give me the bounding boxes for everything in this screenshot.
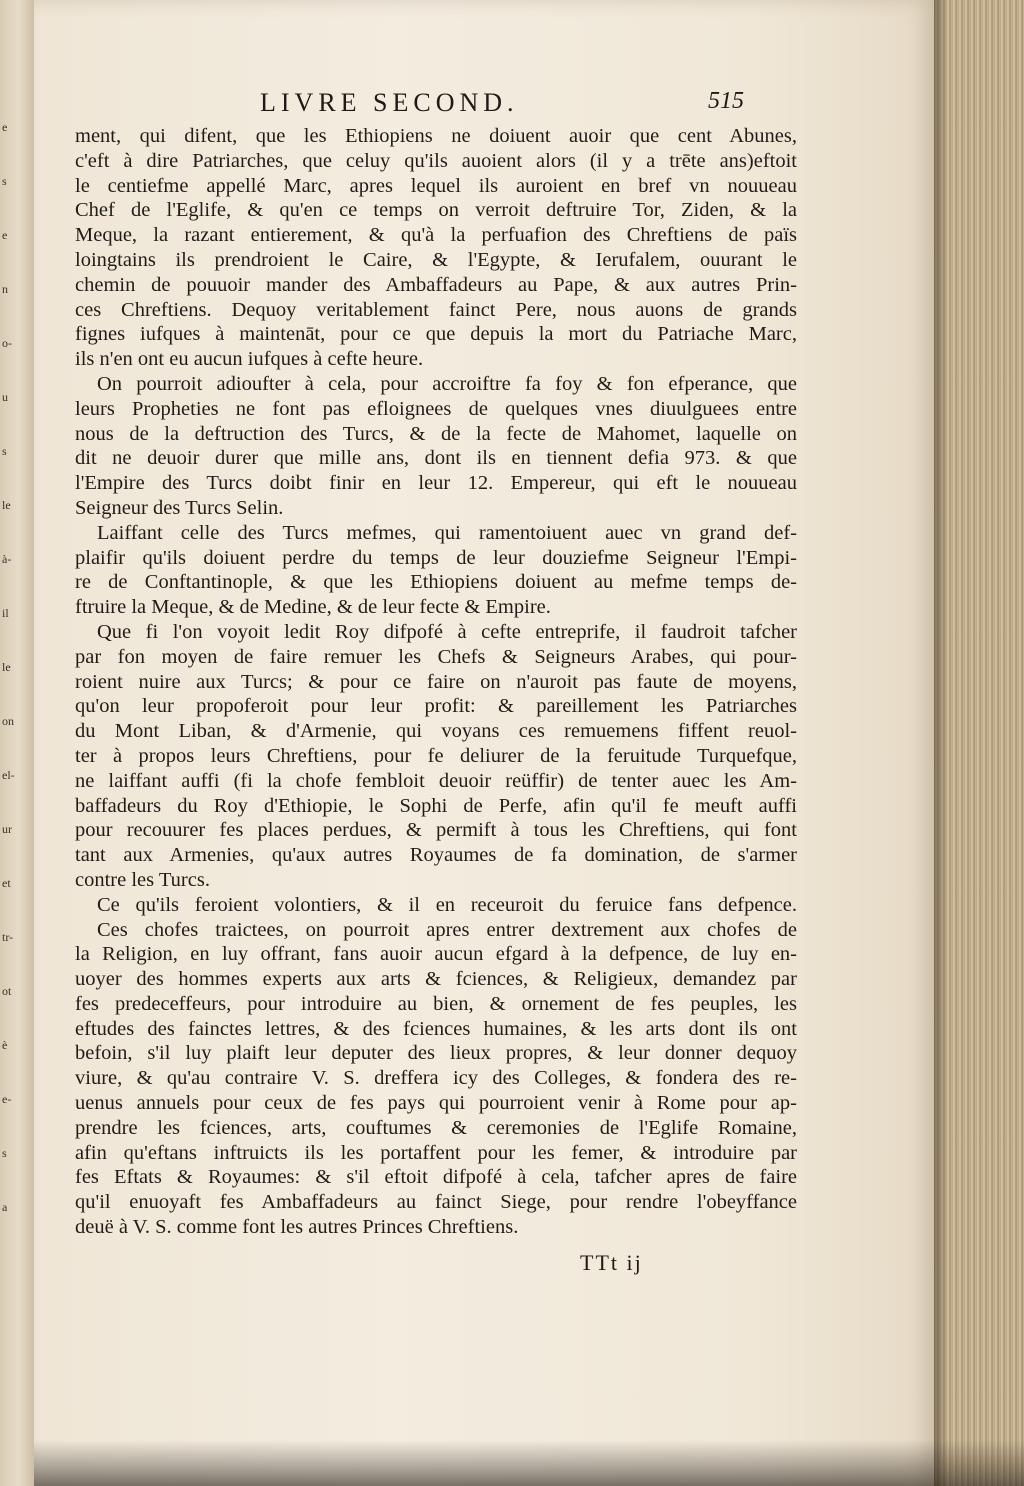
- left-page-fragment: s: [2, 174, 7, 188]
- text-line: qu'il enuoyaft fes Ambaffadeurs au fainct Siege, pour rendre l'obeyffance: [75, 1191, 797, 1214]
- text-line: dit ne deuoir durer que mille ans, dont ils en tiennent defia 973. & que: [75, 447, 797, 470]
- text-line: eftudes des fainctes lettres, & des fciences humaines, & les arts dont ils ont: [75, 1017, 797, 1040]
- left-page-fragment: le: [2, 498, 11, 512]
- text-line: fes Eftats & Royaumes: & s'il eftoit difpofé à cela, tafcher apres de faire: [75, 1166, 797, 1189]
- text-line: chemin de pouuoir mander des Ambaffadeurs au Pape, & aux autres Prin-: [75, 273, 797, 296]
- text-line: pour recouurer fes places perdues, & permift à tous les Chreftiens, qui font: [75, 819, 797, 842]
- text-line: deuë à V. S. comme font les autres Princes Chreftiens.: [75, 1216, 519, 1239]
- left-page-fragment: le: [2, 660, 11, 674]
- text-line: ment, qui difent, que les Ethiopiens ne doiuent auoir que cent Abunes,: [75, 125, 797, 147]
- left-page-fragment: ot: [2, 984, 12, 998]
- left-page-fragment: n: [2, 282, 8, 296]
- text-line: Chef de l'Eglife, & qu'en ce temps on verroit deftruire Tor, Ziden, & la: [75, 199, 797, 222]
- text-line: Seigneur des Turcs Selin.: [75, 496, 284, 519]
- text-line: fignes iufques à maintenāt, pour ce que depuis la mort du Patriache Marc,: [75, 323, 797, 346]
- text-line: uoyer des hommes experts aux arts & fciences, & Religieux, demandez par: [75, 968, 797, 991]
- text-line: Ces chofes traictees, on pourroit apres entrer dextrement aux chofes de: [97, 918, 797, 941]
- left-page-fragment: e: [2, 228, 8, 242]
- text-line: viure, & qu'au contraire V. S. dreffera icy des Colleges, & fondera des re-: [75, 1067, 797, 1090]
- text-line: Que fi l'on voyoit ledit Roy difpofé à cefte entreprife, il faudroit tafcher: [97, 620, 797, 643]
- text-line: ne laiffant auffi (fi la chofe fembloit deuoir reüffir) de tenter auec les Am-: [75, 769, 797, 792]
- text-line: ftruire la Meque, & de Medine, & de leur fecte & Empire.: [75, 596, 551, 619]
- text-line: ces Chreftiens. Dequoy veritablement fainct Pere, nous auons de grands: [75, 298, 797, 321]
- text-line: On pourroit adioufter à cela, pour accroiftre fa foy & fon efperance, que: [97, 372, 797, 395]
- text-line: le centiefme appellé Marc, apres lequel ils auroient en bref vn nouueau: [75, 174, 797, 197]
- text-line: tant aux Armenies, qu'aux autres Royaumes de fa domination, de s'armer: [75, 844, 797, 867]
- left-page-fragment: a: [2, 1200, 8, 1214]
- left-page-fragment: el-: [2, 768, 15, 782]
- text-line: Meque, la razant entierement, & qu'à la perfuafion des Chreftiens de païs: [75, 224, 797, 247]
- running-head: LIVRE SECOND.: [260, 88, 519, 117]
- gutter-shadow: [934, 0, 948, 1486]
- text-line: prendre les fciences, arts, couftumes & ceremonies de l'Eglife Romaine,: [75, 1116, 797, 1139]
- text-line: afin qu'eftans inftruicts ils les portaffent pour les femer, & introduire par: [75, 1141, 797, 1164]
- left-page-fragment: tr-: [2, 930, 14, 944]
- catchword: TTt ij: [580, 1250, 643, 1275]
- left-page-edge: [0, 0, 34, 1486]
- text-line: fes predeceffeurs, pour introduire au bien, & ornement de fes peuples, les: [75, 992, 797, 1015]
- left-page-fragment: o-: [2, 336, 12, 350]
- text-line: re de Conftantinople, & que les Ethiopiens doiuent au mefme temps de-: [75, 571, 797, 594]
- page-number: 515: [708, 88, 744, 114]
- bottom-shadow: [34, 1440, 1024, 1486]
- left-page-fragment: e: [2, 120, 8, 134]
- text-line: roient nuire aux Turcs; & pour ce faire on n'auroit pas faute de moyens,: [75, 670, 797, 693]
- text-line: uenus annuels pour ceux de fes pays qui pourroient venir à Rome pour ap-: [75, 1092, 797, 1115]
- text-line: qu'on leur propoferoit pour leur profit: & pareillement les Patriarches: [75, 695, 797, 718]
- text-line: du Mont Liban, & d'Armenie, qui voyans ces remuemens fiffent reuol-: [75, 720, 797, 743]
- text-line: befoin, s'il luy plaift leur deputer des lieux propres, & leur donner dequoy: [75, 1042, 797, 1065]
- left-page-fragment: et: [2, 876, 11, 890]
- text-line: la Religion, en luy offrant, fans auoir aucun efgard à la defpence, de luy en-: [75, 943, 797, 966]
- text-line: l'Empire des Turcs doibt finir en leur 12. Empereur, qui eft le nouueau: [75, 472, 797, 495]
- left-page-fragment: à-: [2, 552, 12, 566]
- text-line: par fon moyen de faire remuer les Chefs & Seigneurs Arabes, qui pour-: [75, 645, 797, 668]
- left-page-fragment: ur: [2, 822, 12, 836]
- text-line: loingtains ils prendroient le Caire, & l'Egypte, & Ierufalem, ouurant le: [75, 248, 797, 271]
- text-line: Laiffant celle des Turcs mefmes, qui ramentoiuent auec vn grand def-: [97, 521, 797, 544]
- text-line: plaifir qu'ils doiuent perdre du temps de leur douziefme Seigneur l'Empi-: [75, 546, 797, 569]
- text-line: ter à propos leurs Chreftiens, pour fe deliurer de la feruitude Turquefque,: [75, 744, 797, 767]
- text-line: baffadeurs du Roy d'Ethiopie, le Sophi de Perfe, afin qu'il fe meuft auffi: [75, 794, 797, 817]
- left-page-fragment: e-: [2, 1092, 12, 1106]
- text-line: contre les Turcs.: [75, 868, 210, 891]
- left-page-fragment: s: [2, 1146, 7, 1160]
- left-page-fragment: s: [2, 444, 7, 458]
- left-page-fragment: è: [2, 1038, 8, 1052]
- left-page-fragment: il: [2, 606, 9, 620]
- text-line: Ce qu'ils feroient volontiers, & il en receuroit du feruice fans defpence.: [97, 893, 797, 916]
- left-page-fragment: u: [2, 390, 8, 404]
- left-page-fragment: on: [2, 714, 14, 728]
- text-line: ils n'en ont eu aucun iufques à cefte heure.: [75, 348, 424, 371]
- body-text: [75, 124, 797, 1240]
- text-line: leurs Propheties ne font pas efloignees de quelques vnes diuulguees entre: [75, 397, 797, 420]
- text-line: nous de la deftruction des Turcs, & de la fecte de Mahomet, laquelle on: [75, 422, 797, 445]
- text-line: c'eft à dire Patriarches, que celuy qu'ils auoient alors (il y a trēte ans)eftoit: [75, 149, 797, 172]
